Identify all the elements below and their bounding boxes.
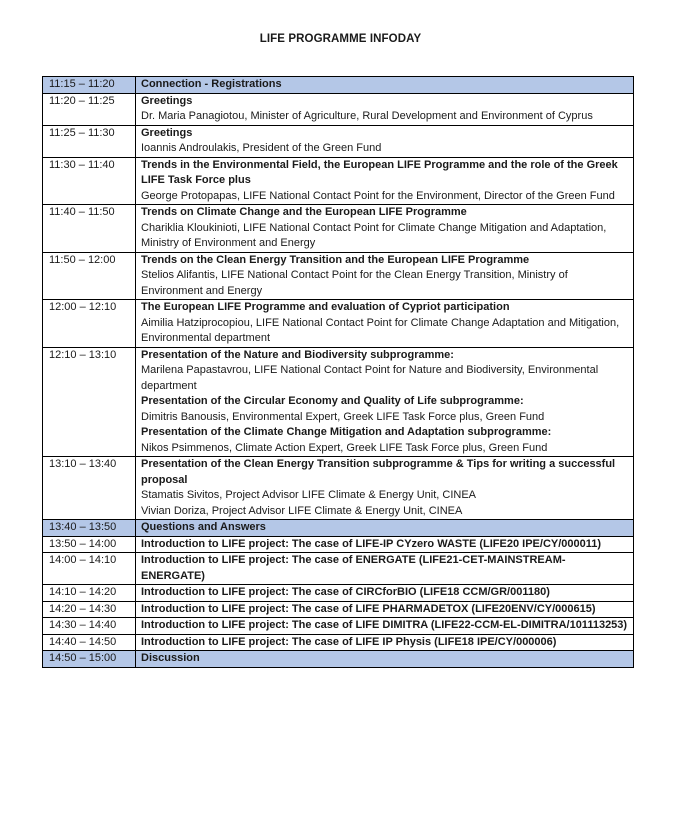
agenda-topic: [136, 585, 634, 602]
agenda-time: 11:30 – 11:40: [43, 157, 136, 205]
session-title: Questions and Answers: [141, 521, 266, 533]
agenda-time: 14:00 – 14:10: [43, 553, 136, 585]
agenda-topic: [136, 651, 634, 668]
agenda-time: 12:10 – 13:10: [43, 347, 136, 457]
agenda-topic: [136, 536, 634, 553]
session-title: Introduction to LIFE project: The case of LIFE PHARMADETOX (LIFE20ENV/CY/000615): [141, 602, 596, 615]
agenda-topic: [136, 252, 634, 300]
agenda-topic: [136, 300, 634, 348]
session-title: Greetings: [141, 126, 193, 139]
speaker-info: Chariklia Kloukinioti, LIFE National Contact Point for Climate Change Mitigation and Adaptation, Ministry of Environment and Energy: [141, 221, 607, 249]
agenda-topic: [136, 520, 634, 537]
agenda-row: [43, 536, 634, 553]
agenda-time: 12:00 – 12:10: [43, 300, 136, 348]
agenda-topic: [136, 77, 634, 94]
session-title: Introduction to LIFE project: The case of CIRCforBIO (LIFE18 CCM/GR/001180): [141, 586, 550, 598]
agenda-topic: [136, 157, 634, 205]
session-title: Trends in the Environmental Field, the European LIFE Programme and the role of the Greek LIFE Task Force plus: [141, 158, 618, 186]
speaker-info: Marilena Papastavrou, LIFE National Contact Point for Nature and Biodiversity, Environmental department: [141, 364, 599, 392]
session-title: The European LIFE Programme and evaluation of Cypriot participation: [141, 301, 510, 313]
agenda-time: 14:10 – 14:20: [43, 585, 136, 602]
agenda-time: 14:50 – 15:00: [43, 651, 136, 668]
agenda-time: 11:40 – 11:50: [43, 205, 136, 253]
agenda-row: [43, 601, 634, 618]
agenda-topic: [136, 93, 634, 125]
agenda-topic: [136, 347, 634, 457]
agenda-row: [43, 252, 634, 300]
agenda-topic: [136, 618, 634, 635]
session-title: Introduction to LIFE project: The case of LIFE-IP CYzero WASTE (LIFE20 IPE/CY/000011): [141, 537, 602, 550]
agenda-row: [43, 457, 634, 520]
agenda-row: [43, 618, 634, 635]
agenda-time: 11:20 – 11:25: [43, 93, 136, 125]
agenda-row: [43, 651, 634, 668]
session-title: Introduction to LIFE project: The case of LIFE DIMITRA (LIFE22-CCM-EL-DIMITRA/101113253): [141, 619, 628, 631]
agenda-row: [43, 157, 634, 205]
agenda-topic: [136, 125, 634, 157]
speaker-info: Dimitris Banousis, Environmental Expert, Greek LIFE Task Force plus, Green Fund: [141, 410, 545, 423]
session-title: Presentation of the Climate Change Mitigation and Adaptation subprogramme:: [141, 426, 552, 438]
speaker-info: Stelios Alifantis, LIFE National Contact Point for the Clean Energy Transition, Ministry of Environment and Energy: [141, 269, 568, 297]
session-title: Presentation of the Circular Economy and Quality of Life subprogramme:: [141, 395, 524, 407]
speaker-info: Aimilia Hatziprocopiou, LIFE National Contact Point for Climate Change Adaptation and Mitigation, Environmental department: [141, 316, 620, 344]
session-title: Trends on the Clean Energy Transition and the European LIFE Programme: [141, 253, 530, 266]
agenda-row: [43, 585, 634, 602]
session-title: Discussion: [141, 652, 200, 664]
agenda-row: [43, 93, 634, 125]
session-title: Introduction to LIFE project: The case of LIFE IP Physis (LIFE18 IPE/CY/000006): [141, 635, 557, 648]
agenda-topic: [136, 553, 634, 585]
agenda-row: [43, 77, 634, 94]
session-title: Connection - Registrations: [141, 78, 282, 90]
agenda-topic: [136, 634, 634, 651]
session-title: Trends on Climate Change and the European LIFE Programme: [141, 206, 467, 218]
agenda-time: 13:10 – 13:40: [43, 457, 136, 520]
agenda-body: [43, 77, 634, 668]
agenda-row: [43, 205, 634, 253]
session-title: Introduction to LIFE project: The case of ENERGATE (LIFE21-CET-MAINSTREAM-ENERGATE): [141, 554, 566, 582]
agenda-topic: [136, 457, 634, 520]
agenda-time: 11:15 – 11:20: [43, 77, 136, 94]
agenda-row: [43, 300, 634, 348]
speaker-info: Stamatis Sivitos, Project Advisor LIFE Climate & Energy Unit, CINEA: [141, 489, 477, 501]
speaker-info: Dr. Maria Panagiotou, Minister of Agriculture, Rural Development and Environment of Cyprus: [141, 110, 593, 122]
session-title: Presentation of the Clean Energy Transition subprogramme & Tips for writing a successful proposal: [141, 458, 616, 486]
agenda-row: [43, 553, 634, 585]
agenda-row: [43, 347, 634, 457]
agenda-topic: [136, 601, 634, 618]
agenda-time: 11:25 – 11:30: [43, 125, 136, 157]
speaker-info: George Protopapas, LIFE National Contact Point for the Environment, Director of the Green Fund: [141, 189, 615, 202]
agenda-time: 11:50 – 12:00: [43, 252, 136, 300]
agenda-time: 14:30 – 14:40: [43, 618, 136, 635]
session-title: Greetings: [141, 94, 193, 107]
agenda-time: 14:20 – 14:30: [43, 601, 136, 618]
agenda-row: [43, 520, 634, 537]
document-title: LIFE PROGRAMME INFODAY: [259, 33, 422, 45]
agenda-row: [43, 634, 634, 651]
agenda-time: 14:40 – 14:50: [43, 634, 136, 651]
agenda-topic: [136, 205, 634, 253]
speaker-info: Nikos Psimmenos, Climate Action Expert, Greek LIFE Task Force plus, Green Fund: [141, 441, 548, 454]
agenda-table: [42, 76, 634, 668]
agenda-time: 13:40 – 13:50: [43, 520, 136, 537]
agenda-row: [43, 125, 634, 157]
session-title: Presentation of the Nature and Biodiversity subprogramme:: [141, 348, 454, 361]
speaker-info: Ioannis Androulakis, President of the Green Fund: [141, 142, 382, 154]
agenda-time: 13:50 – 14:00: [43, 536, 136, 553]
speaker-info: Vivian Doriza, Project Advisor LIFE Climate & Energy Unit, CINEA: [141, 504, 463, 517]
